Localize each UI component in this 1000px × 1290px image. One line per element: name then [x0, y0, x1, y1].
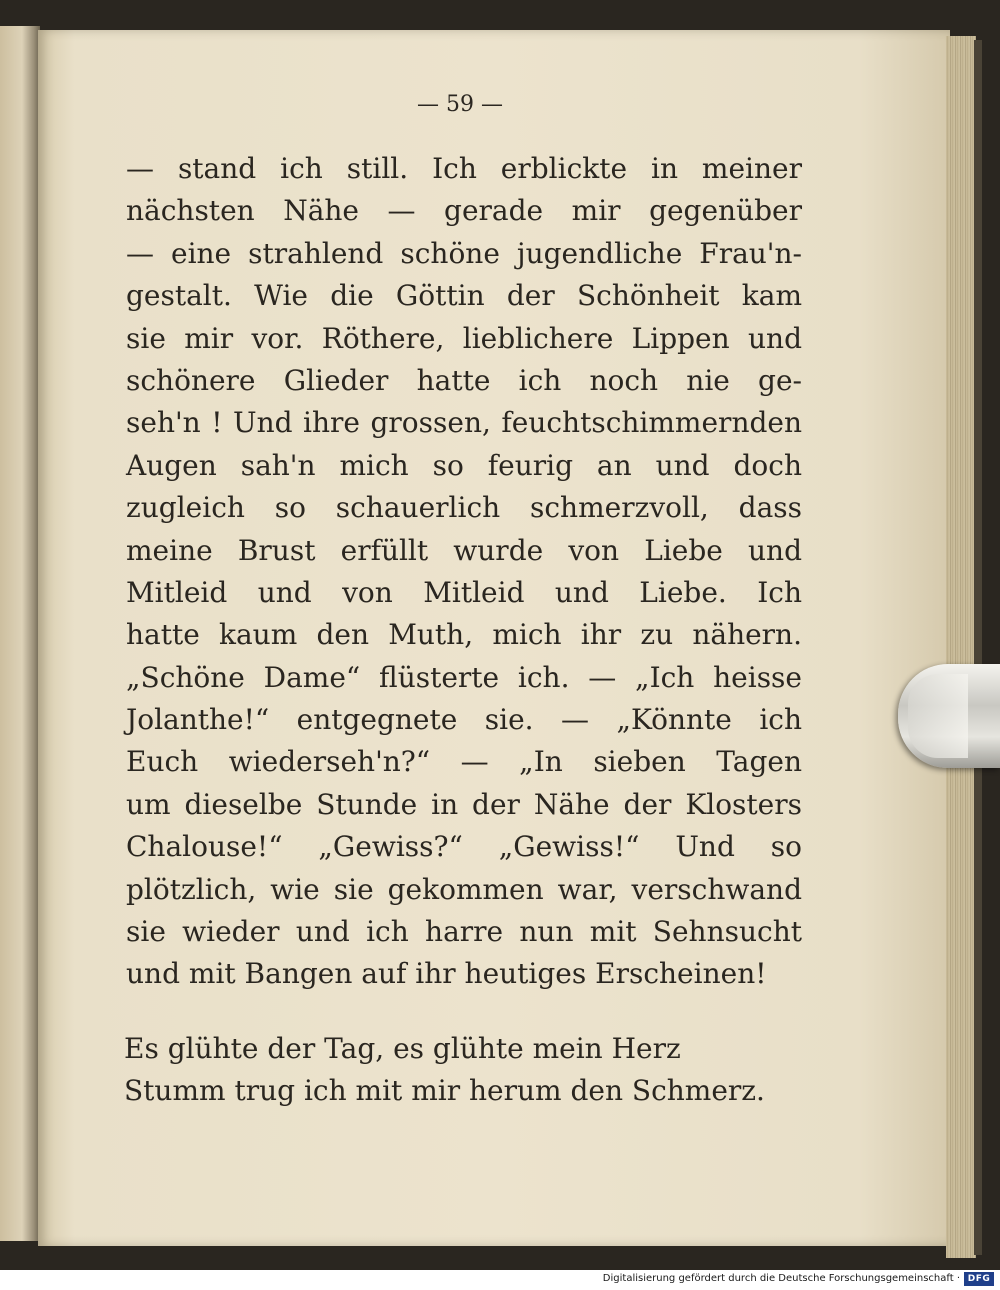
paragraph-line: sie wieder und ich harre nun mit Sehnsucht — [126, 915, 802, 949]
paragraph — [126, 148, 802, 996]
paragraph-line: zugleich so schauerlich schmerzvoll, dass — [126, 491, 802, 525]
book-clip-highlight — [908, 674, 968, 758]
paragraph-line: hatte kaum den Muth, mich ihr zu nähern. — [126, 618, 802, 652]
book-clip — [898, 664, 1000, 768]
verse-line: Es glühte der Tag, es glühte mein Herz — [124, 1032, 681, 1065]
paragraph-line: Mitleid und von Mitleid und Liebe. Ich — [126, 575, 802, 609]
page-stack-edge — [946, 36, 976, 1258]
paragraph-line: Chalouse!“ „Gewiss?“ „Gewiss!“ Und so — [126, 830, 802, 864]
page-number — [0, 92, 1000, 117]
page-number-text: — 59 — — [417, 92, 503, 117]
paragraph-line: Augen sah'n mich so feurig an und doch — [126, 448, 802, 482]
paragraph-line: nächsten Nähe — gerade mir gegenüber — [126, 194, 802, 228]
paragraph-line: und mit Bangen auf ihr heutiges Erscheinen! — [126, 957, 767, 991]
paragraph-line: gestalt. Wie die Göttin der Schönheit kam — [126, 279, 802, 313]
paragraph-line: schönere Glieder hatte ich noch nie ge- — [126, 363, 802, 397]
verse — [124, 1028, 765, 1112]
paragraph-line: Jolanthe!“ entgegnete sie. — „Könnte ich — [126, 703, 802, 737]
page-stack-shadow — [974, 40, 982, 1255]
paragraph-line: sie mir vor. Röthere, lieblichere Lippen und — [126, 321, 802, 355]
verse-line: Stumm trug ich mit mir herum den Schmerz. — [124, 1074, 765, 1107]
paragraph-line: seh'n ! Und ihre grossen, feuchtschimmernden — [126, 406, 802, 440]
paragraph-line: meine Brust erfüllt wurde von Liebe und — [126, 533, 802, 567]
paragraph-line: — stand ich still. Ich erblickte in meiner — [126, 152, 802, 185]
paragraph-line: Euch wiederseh'n?“ — „In sieben Tagen — [126, 745, 802, 779]
dfg-logo: DFG — [964, 1272, 994, 1286]
paragraph-line: um dieselbe Stunde in der Nähe der Klosters — [126, 787, 802, 821]
paragraph-line: „Schöne Dame“ flüsterte ich. — „Ich heisse — [126, 660, 802, 694]
left-page-edge — [0, 26, 40, 1241]
paragraph-line: — eine strahlend schöne jugendliche Frau'n- — [126, 236, 802, 270]
paragraph-line: plötzlich, wie sie gekommen war, verschwand — [126, 872, 802, 906]
footer-credit: Digitalisierung gefördert durch die Deutsche Forschungsgemeinschaft · — [602, 1273, 960, 1284]
